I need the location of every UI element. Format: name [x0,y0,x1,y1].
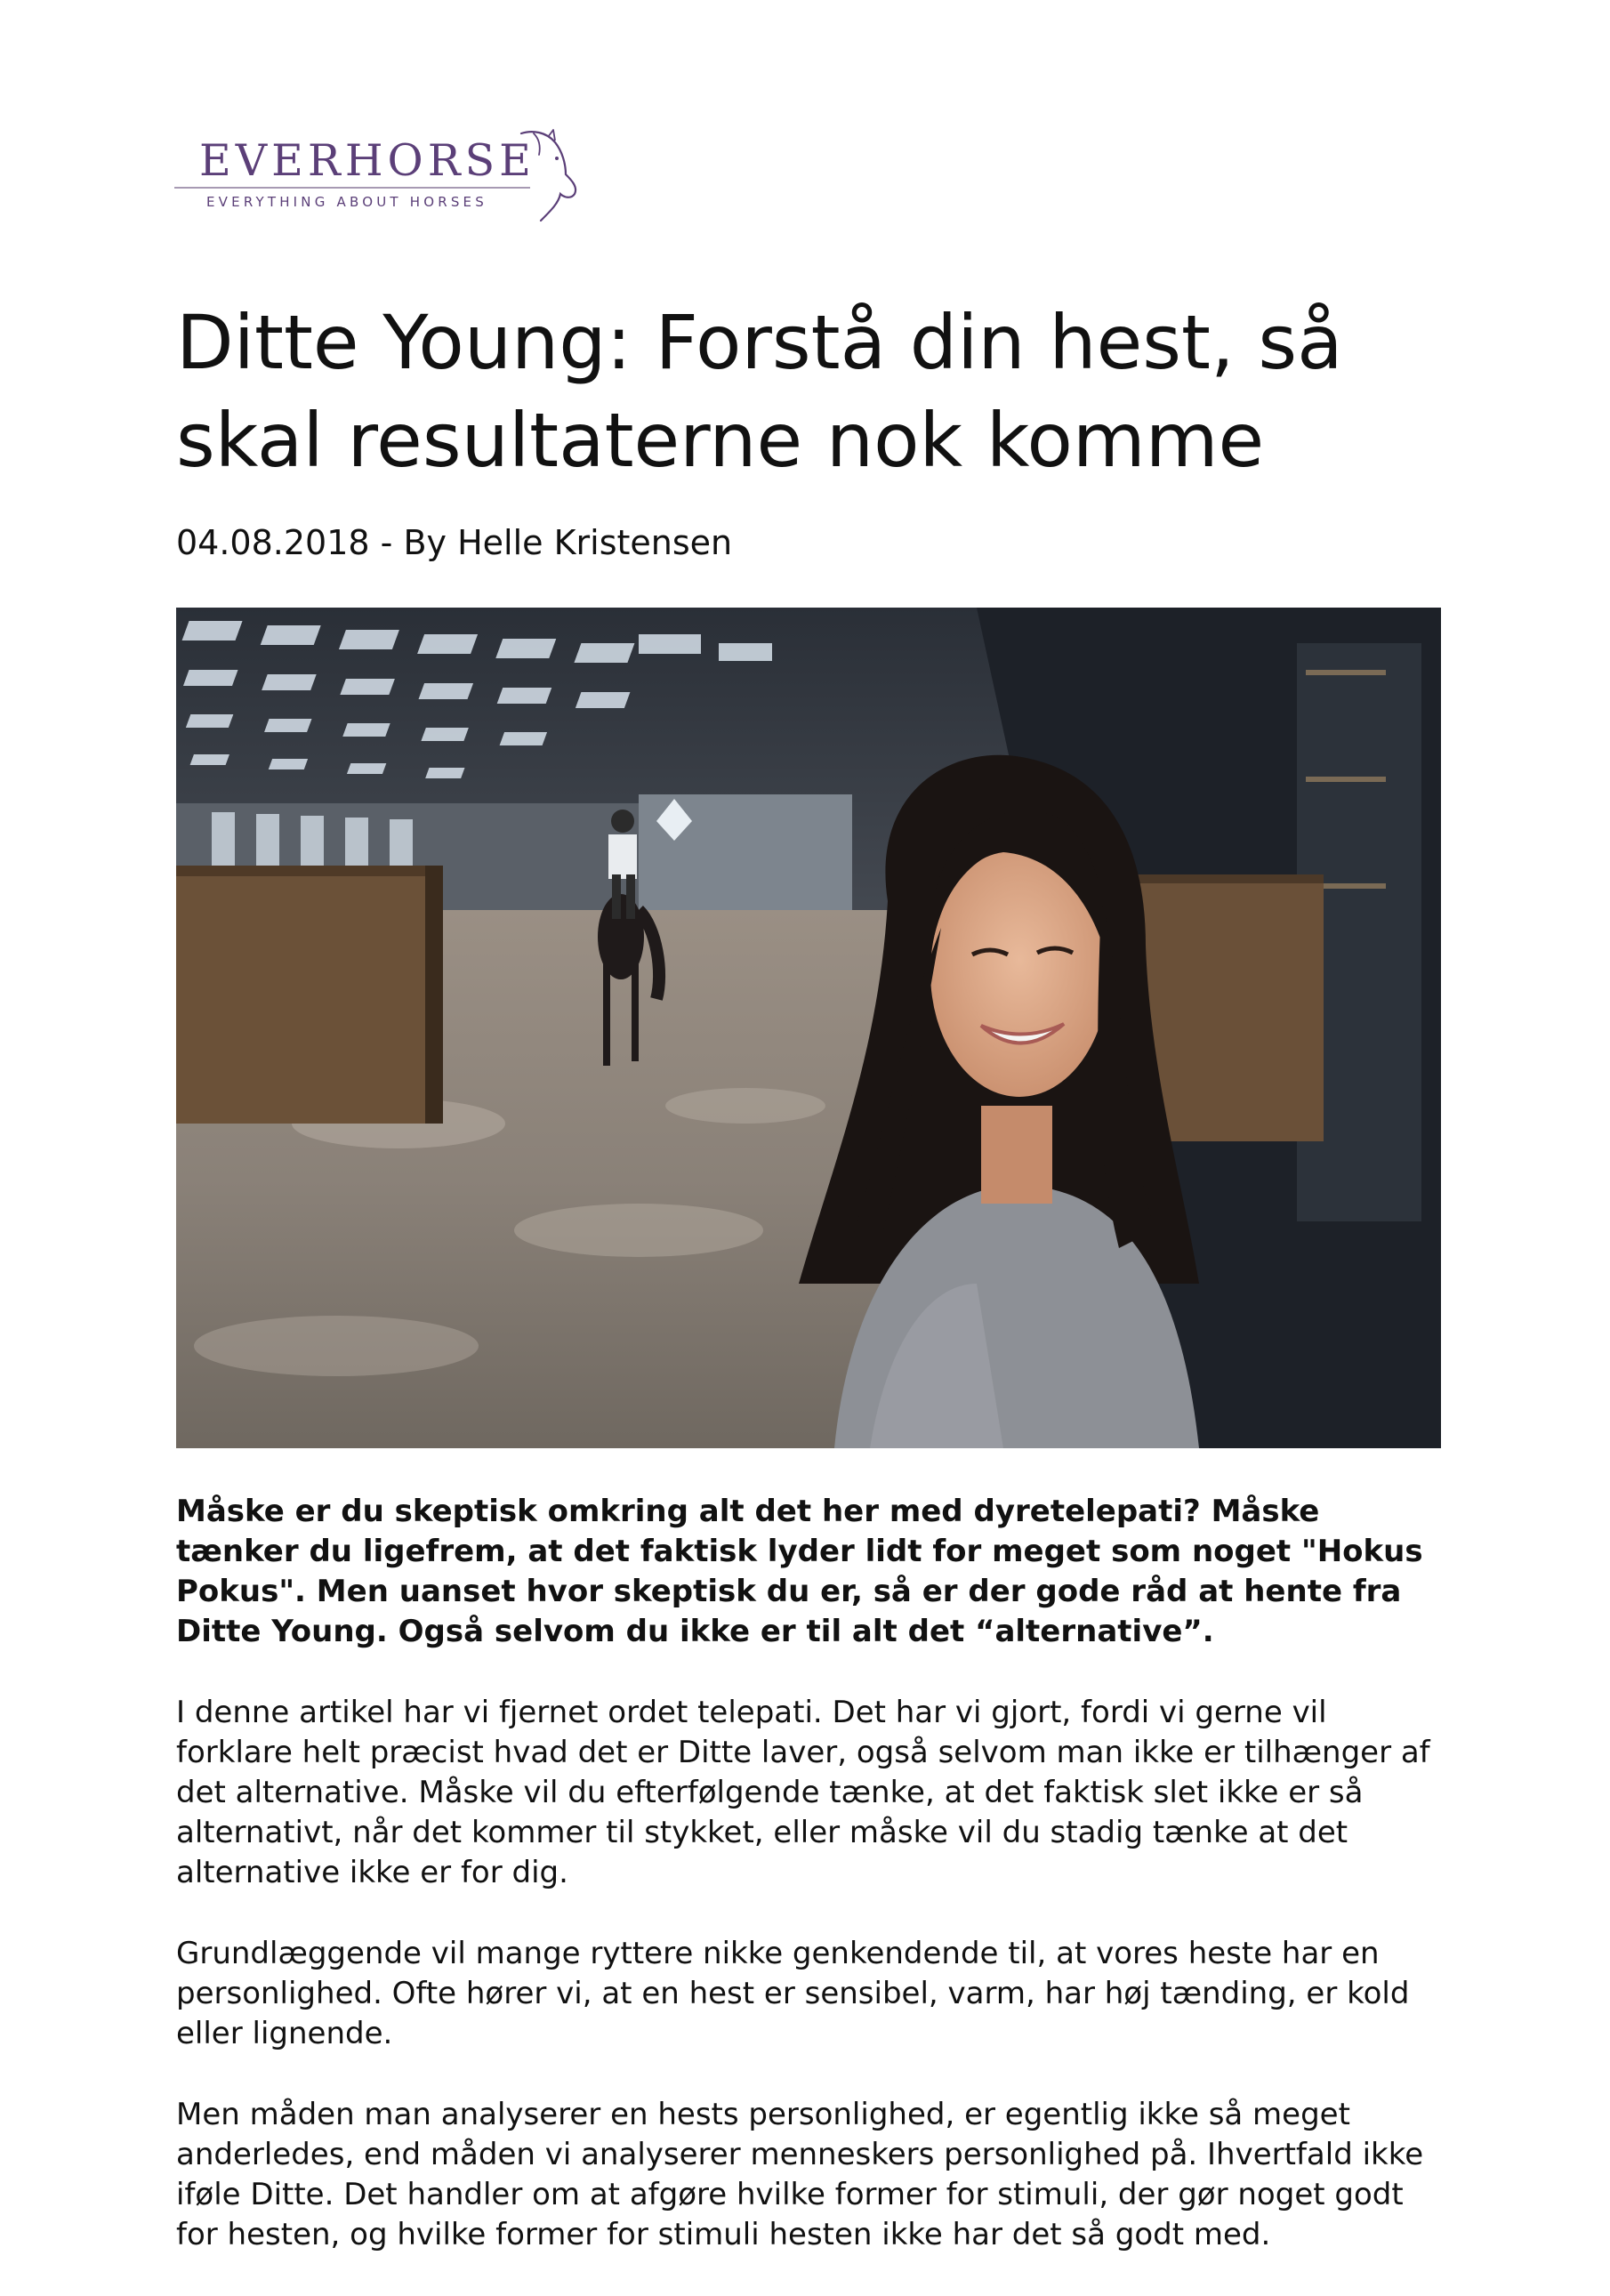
article-paragraph: Men måden man analyserer en hests personlighed, er egentlig ikke så meget anderledes, end måden vi analyserer menneskers personlighed på. Ihvertfald ikke iføle Ditte. Det handler om at afgøre hvilke former for stimuli, der gør noget godt for hesten, og hvilke former for stimuli hesten ikke har det så godt med. [176,2097,1424,2252]
hero-photo [176,608,1441,1448]
article-lead: Måske er du skeptisk omkring alt det her med dyretelepati? Måske tænker du ligefrem, at det faktisk lyder lidt for meget som noget "Hokus Pokus". Men uanset hvor skeptisk du er, så er der gode råd at hente fra Ditte Young. Også selvom du ikke er til alt det “alternative”. [176,1494,1423,1649]
logo-tagline: EVERYTHING ABOUT HORSES [206,194,487,210]
article-paragraph: Grundlæggende vil mange ryttere nikke genkendende til, at vores heste har en personlighed. Ofte hører vi, at en hest er sensibel, varm, har høj tænding, er kold eller lignende. [176,1936,1410,2051]
article-byline: 04.08.2018 - By Helle Kristensen [176,523,733,562]
article-body [176,1492,1448,2296]
logo-wordmark: EVERHORSE [199,135,535,186]
everhorse-logo[interactable] [174,125,592,231]
riding-arena-portrait-image [176,608,1441,1448]
article-title: Ditte Young: Forstå din hest, så skal resultaterne nok komme [176,299,1343,484]
horse-head-icon [516,128,580,226]
article-paragraph: I denne artikel har vi fjernet ordet telepati. Det har vi gjort, fordi vi gerne vil forklare helt præcist hvad det er Ditte laver, også selvom man ikke er tilhænger af det alternative. Måske vil du efterfølgende tænke, at det faktisk slet ikke er så alternativt, når det kommer til stykket, eller måske vil du stadig tænke at det alternative ikke er for dig. [176,1695,1430,1890]
logo-divider [174,187,530,189]
